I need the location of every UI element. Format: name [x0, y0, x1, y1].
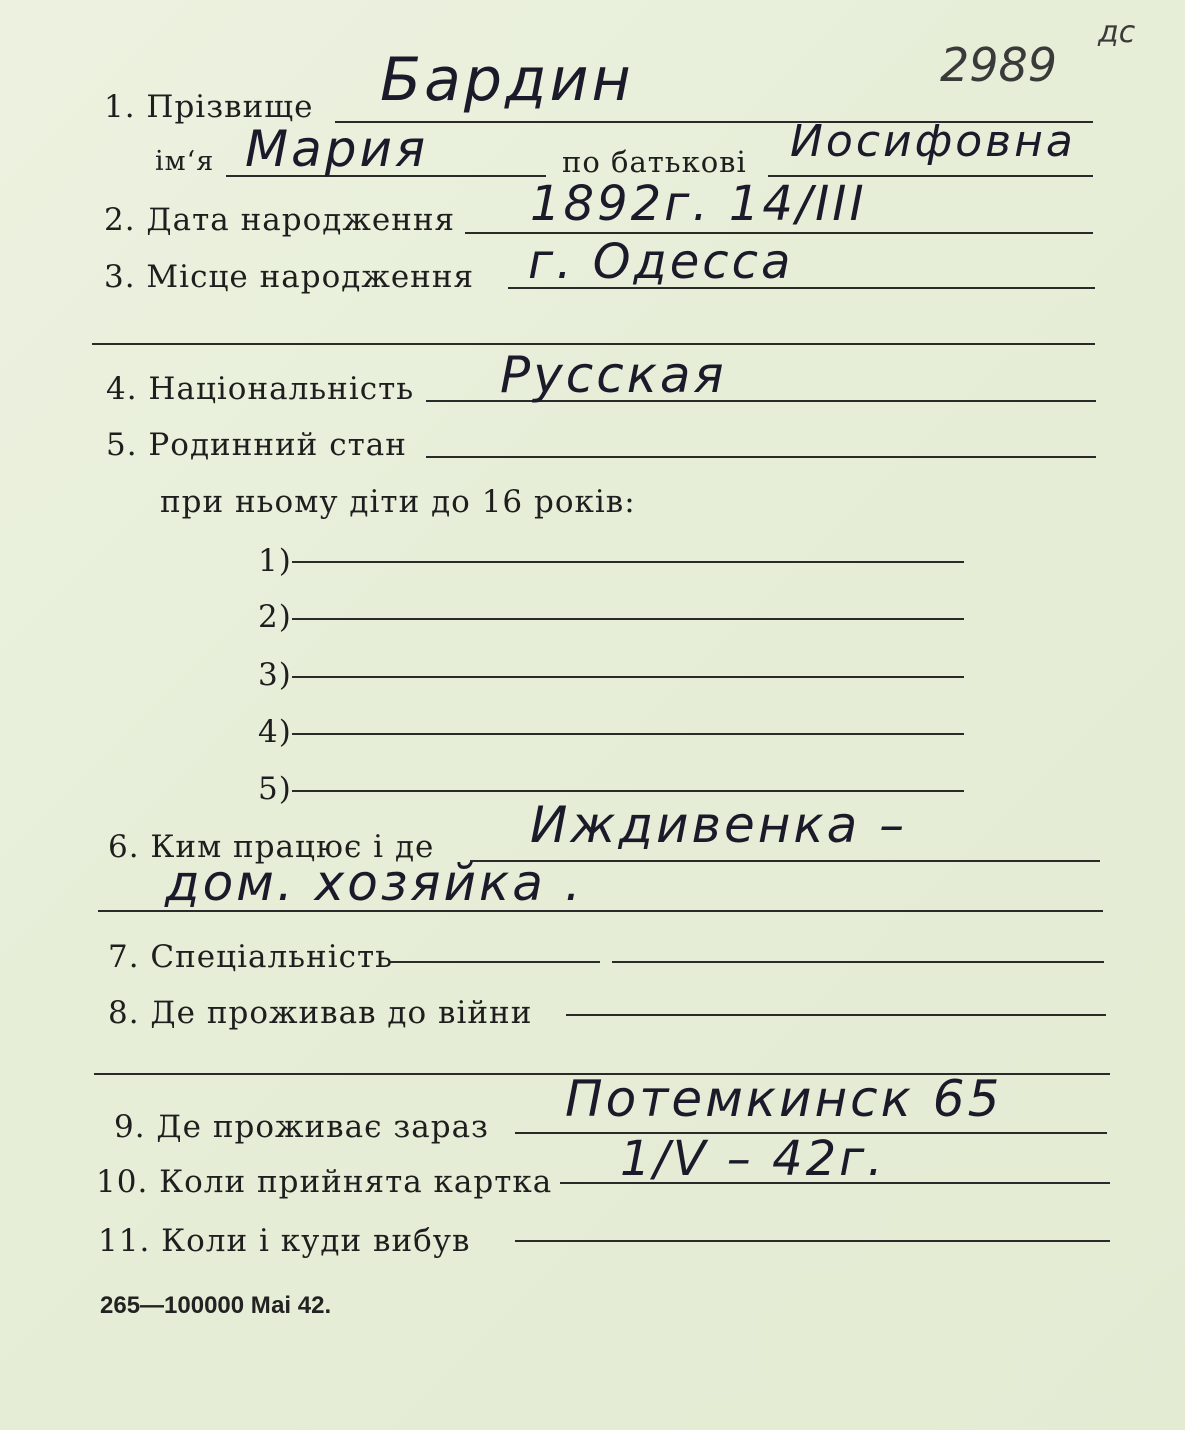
archive-number: 2989: [940, 38, 1058, 92]
child-3-label: 3): [258, 657, 292, 693]
surname-value: Бардин: [380, 45, 634, 115]
departed-line: [515, 1240, 1110, 1242]
child-1-line: [292, 561, 964, 563]
child-2-line: [292, 618, 964, 620]
nationality-value: Русская: [500, 346, 727, 404]
child-4-label: 4): [258, 714, 292, 750]
prewar-residence-label: 8. Де проживав до війни: [108, 995, 533, 1031]
nationality-label: 4. Національність: [106, 371, 415, 407]
specialty-label: 7. Спеціальність: [108, 939, 394, 975]
birth-date-value: 1892г. 14/III: [530, 176, 867, 232]
name-label: ім‘я: [155, 146, 215, 177]
card-accepted-value: 1/V – 42г.: [620, 1131, 886, 1187]
child-2-label: 2): [258, 599, 292, 635]
birth-place-label: 3. Місце народження: [104, 259, 475, 295]
children-heading: при ньому діти до 16 років:: [160, 484, 636, 520]
surname-label: 1. Прізвище: [104, 89, 314, 125]
child-5-label: 5): [258, 771, 292, 807]
work-label: 6. Ким працює і де: [108, 829, 435, 865]
work-value: Иждивенка –: [530, 796, 908, 854]
patronymic-value: Иосифовна: [790, 116, 1076, 167]
family-status-label: 5. Родинний стан: [106, 427, 407, 463]
departed-label: 11. Коли і куди вибув: [98, 1223, 471, 1259]
birth-place-value: г. Одесса: [528, 234, 794, 290]
current-residence-label: 9. Де проживає зараз: [114, 1109, 489, 1145]
print-mark: 265—100000 Маі 42.: [100, 1292, 332, 1319]
child-1-label: 1): [258, 543, 292, 579]
specialty-line: [390, 961, 600, 963]
patronymic-label: по батькові: [562, 145, 747, 179]
child-3-line: [292, 676, 964, 678]
prewar-residence-line: [566, 1014, 1106, 1016]
specialty-line-2: [612, 961, 1104, 963]
archive-suffix: дс: [1098, 15, 1136, 50]
card-accepted-label: 10. Коли прийнята картка: [96, 1164, 553, 1200]
birth-place-line-2: [92, 343, 1095, 345]
child-5-line: [292, 790, 964, 792]
work-value-2: дом. хозяйка .: [165, 854, 584, 912]
current-residence-value: Потемкинск 65: [565, 1070, 1003, 1128]
birth-date-label: 2. Дата народження: [104, 202, 456, 238]
child-4-line: [292, 733, 964, 735]
family-status-line: [426, 456, 1096, 458]
name-value: Мария: [245, 120, 429, 178]
